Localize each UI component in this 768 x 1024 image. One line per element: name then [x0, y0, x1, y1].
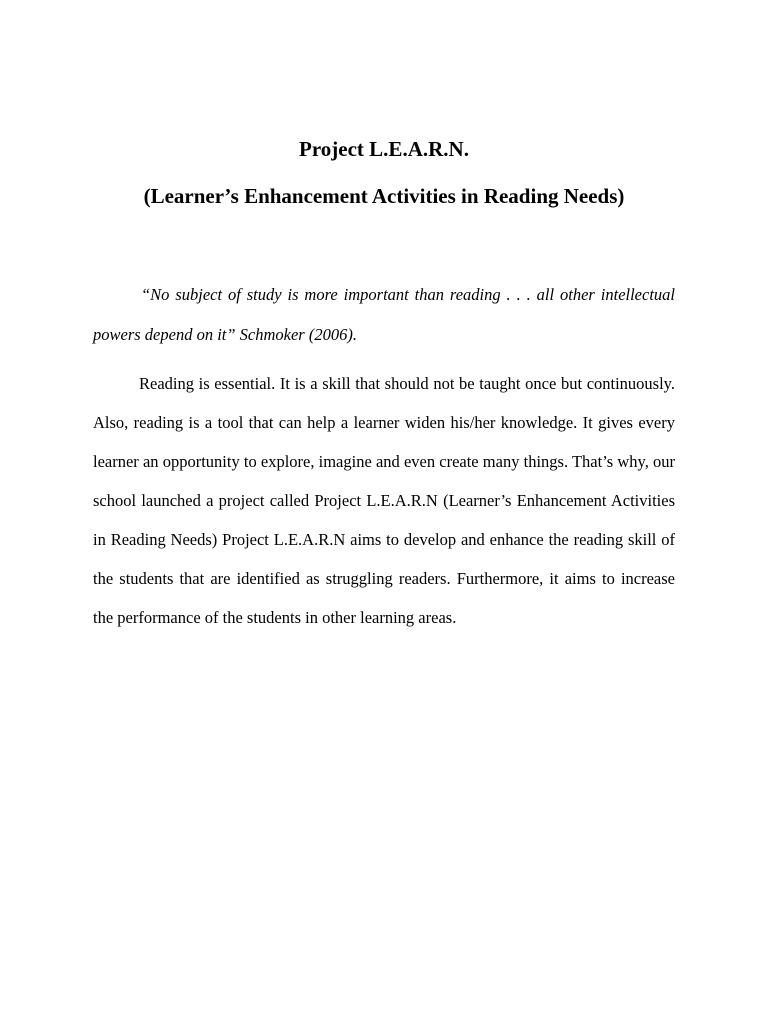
document-title: Project L.E.A.R.N.: [299, 137, 469, 161]
body-paragraph: Reading is essential. It is a skill that should not be taught once but continuously. Also, reading is a tool that can help a learner widen his/her knowledge. It gives every learner an opportunity to explore, imagine and even create many things. That’s why, our school launched a project called Project L.E.A.R.N (Learner’s Enhancement Activities in Reading Needs) Project L.E.A.R.N aims to develop and enhance the reading skill of the students that are identified as struggling readers. Furthermore, it aims to increase the performance of the students in other learning areas.: [93, 374, 675, 627]
opening-quote: “No subject of study is more important than reading . . . all other intellectual powers depend on it” Schmoker (2006).: [93, 285, 675, 344]
document-subtitle: (Learner’s Enhancement Activities in Reading Needs): [143, 184, 625, 208]
